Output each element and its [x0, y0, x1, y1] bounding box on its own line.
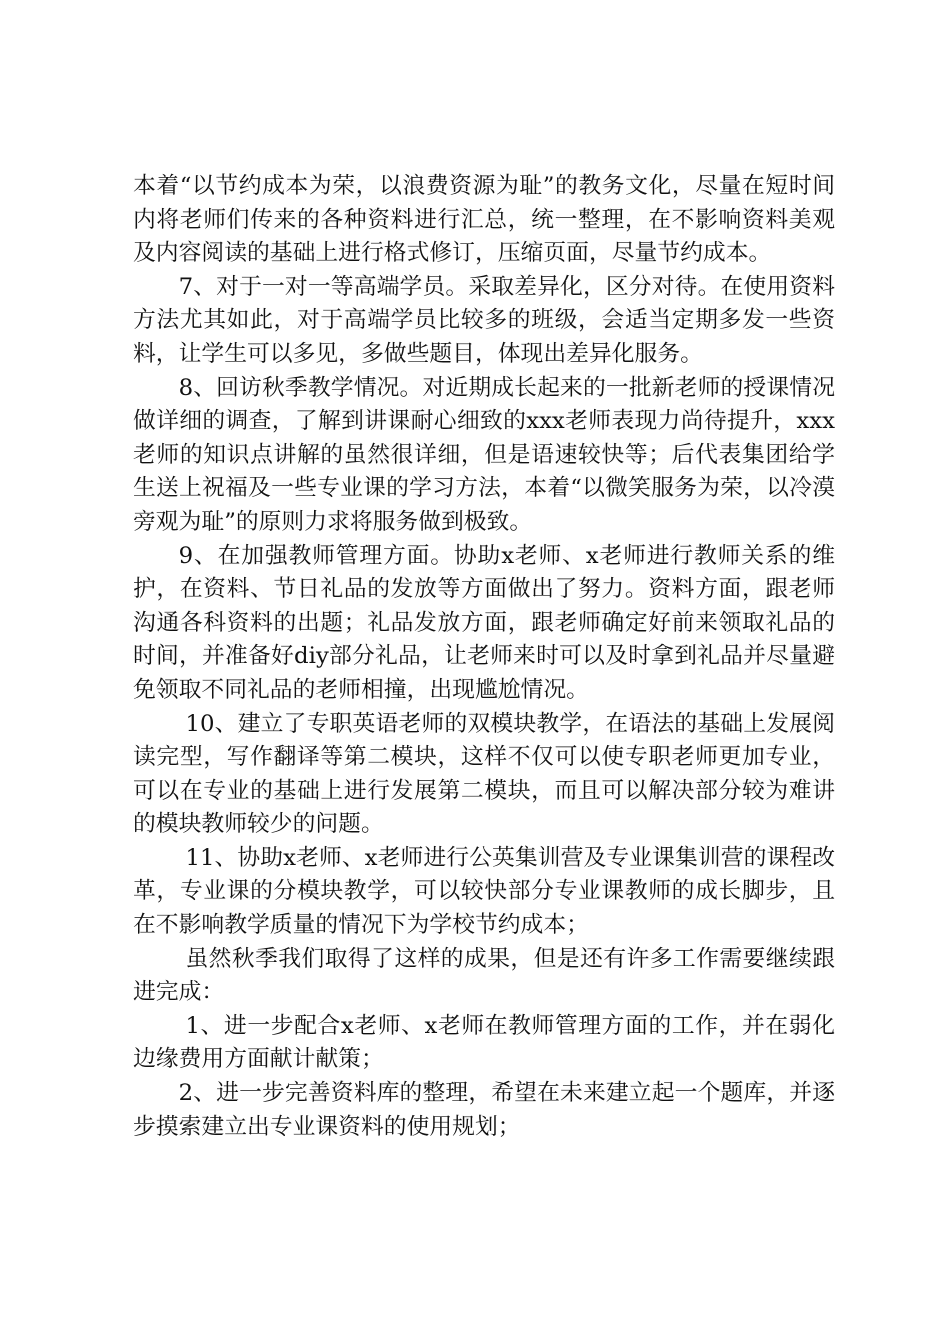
- paragraph-item-10: 10、建立了专职英语老师的双模块教学，在语法的基础上发展阅读完型，写作翻译等第二模块，这样不仅可以使专职老师更加专业，可以在专业的基础上进行发展第二模块，而且可以解决部分较为难讲的模块教师较少的问题。: [133, 710, 835, 838]
- paragraph-item-8: 8、回访秋季教学情况。对近期成长起来的一批新老师的授课情况做详细的调查，了解到讲课耐心细致的xxx老师表现力尚待提升，xxx老师的知识点讲解的虽然很详细，但是语速较快等；后代表集团给学生送上祝福及一些专业课的学习方法，本着“以微笑服务为荣，以冷漠旁观为耻”的原则力求将服务做到极致。: [133, 374, 835, 535]
- paragraph-item-7: 7、对于一对一等高端学员。采取差异化，区分对待。在使用资料方法尤其如此，对于高端学员比较多的班级，会适当定期多发一些资料，让学生可以多见，多做些题目，体现出差异化服务。: [133, 273, 835, 367]
- paragraph-intro: 本着“以节约成本为荣，以浪费资源为耻”的教务文化，尽量在短时间内将老师们传来的各种资料进行汇总，统一整理，在不影响资料美观及内容阅读的基础上进行格式修订，压缩页面，尽量节约成本。: [133, 173, 835, 267]
- document-page: [133, 170, 835, 1144]
- paragraph-summary: 虽然秋季我们取得了这样的成果，但是还有许多工作需要继续跟进完成：: [133, 945, 835, 1006]
- paragraph-item-9: 9、在加强教师管理方面。协助x老师、x老师进行教师关系的维护，在资料、节日礼品的发放等方面做出了努力。资料方面，跟老师沟通各科资料的出题；礼品发放方面，跟老师确定好前来领取礼品的时间，并准备好diy部分礼品，让老师来时可以及时拿到礼品并尽量避免领取不同礼品的老师相撞，出现尴尬情况。: [133, 542, 835, 703]
- paragraph-item-11: 11、协助x老师、x老师进行公英集训营及专业课集训营的课程改革，专业课的分模块教学，可以较快部分专业课教师的成长脚步，且在不影响教学质量的情况下为学校节约成本；: [133, 844, 835, 939]
- paragraph-todo-2: 2、进一步完善资料库的整理，希望在未来建立起一个题库，并逐步摸索建立出专业课资料的使用规划；: [133, 1080, 835, 1140]
- paragraph-todo-1: 1、进一步配合x老师、x老师在教师管理方面的工作，并在弱化边缘费用方面献计献策；: [133, 1012, 835, 1073]
